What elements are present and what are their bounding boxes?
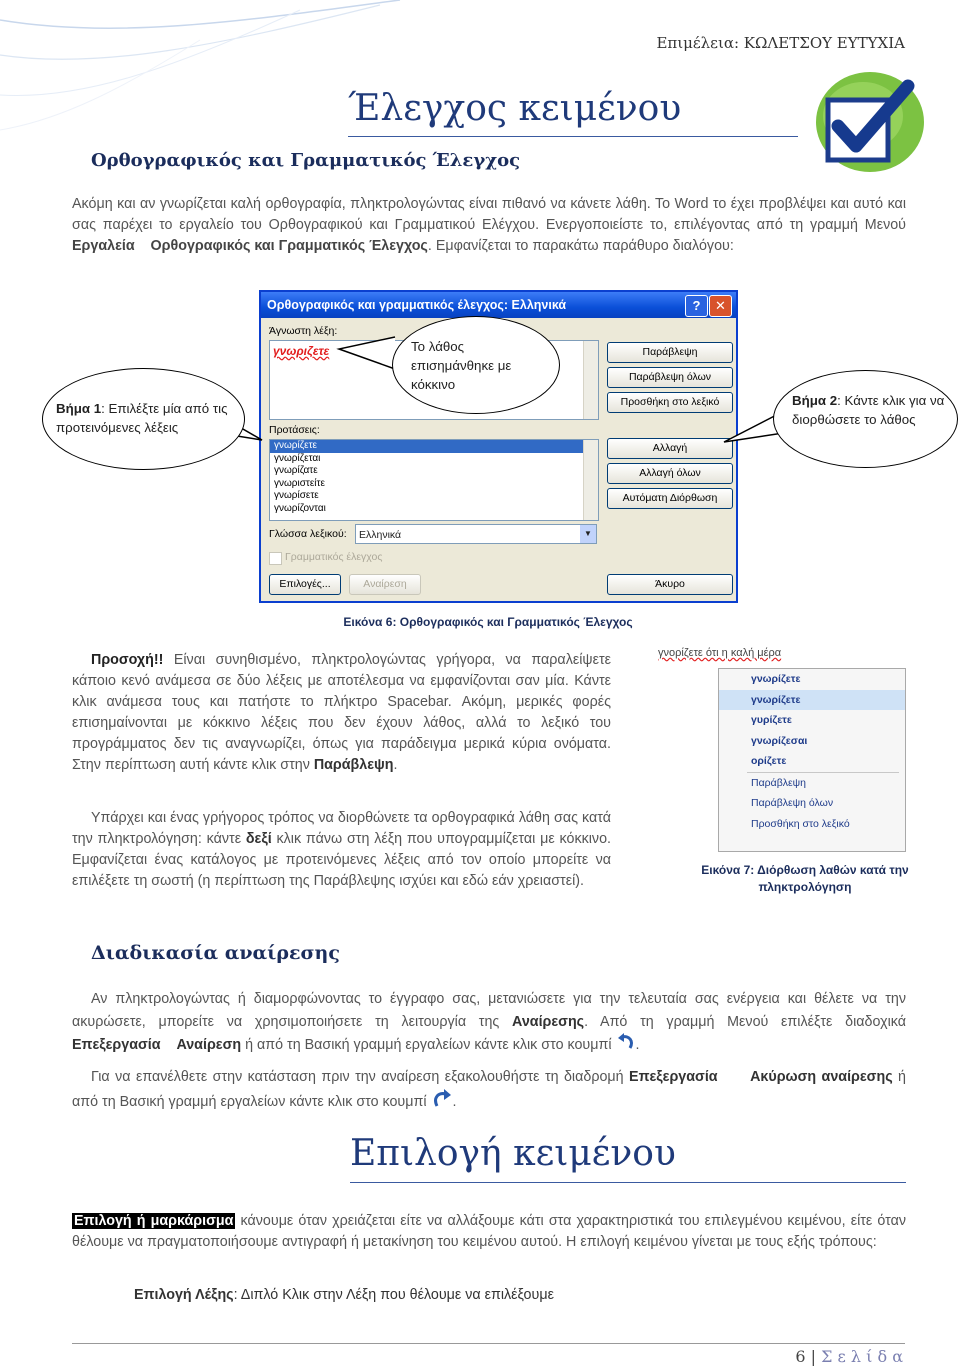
title2-underline — [350, 1182, 906, 1183]
dictionary-select[interactable] — [355, 524, 597, 544]
context-action-item[interactable]: Παράβλεψη όλων — [751, 797, 834, 809]
quick-text-2: κλικ πάνω στη λέξη που υπογραμμίζεται με κόκκινο. Εμφανίζεται ένας κατάλογος με προτεινόμενες λέξεις από τον οποίο μπορείτε να επιλέξετε τη σωστή (η περίπτωση της Παράβλεψης ισχύει και εδώ εάν χρειαστεί). — [72, 831, 612, 889]
undo-p1-a: Αν πληκτρολογώντας ή διαμορφώνοντας το έγγραφο σας, μετανιώσετε για την τελευταία σας ενέργεια και θέλετε να την ακυρώσετε, μπορείτε να χρησιμοποιήσετε τη λειτουργία της — [72, 991, 906, 1030]
selection-highlight: Επιλογή ή μαρκάρισμα — [74, 1213, 234, 1229]
step1-text: : Επιλέξτε μία από τις προτεινόμενες λέξεις — [56, 401, 228, 435]
dialog-title: Ορθογραφικός και γραμματικός έλεγχος: Ελληνικά — [267, 298, 567, 312]
suggestion-item[interactable]: γνωρίζατε — [274, 465, 318, 477]
dialog-action-button[interactable]: Προσθήκη στο λεξικό — [607, 392, 733, 413]
undo-p2-e: . — [452, 1094, 457, 1110]
undo-p1-bold-undo: Αναίρεσης — [512, 1013, 585, 1030]
callout-error — [392, 316, 560, 414]
undo-p2-bold-redo: Ακύρωση αναίρεσης — [750, 1069, 893, 1085]
select-word-bold: Επιλογή Λέξης — [134, 1287, 234, 1303]
undo-paragraph-1 — [72, 988, 906, 1057]
undo-icon — [616, 1033, 636, 1051]
undo-p1-g: . — [635, 1037, 640, 1053]
error-callout-text: Το λάθος επισημάνθηκε με κόκκινο — [411, 339, 512, 392]
selection-paragraph — [72, 1211, 906, 1253]
grammar-checkbox[interactable] — [269, 552, 282, 565]
quick-paragraph — [72, 808, 611, 892]
help-button[interactable]: ? — [685, 295, 708, 317]
undo-p1-bold-undo2: Αναίρεση — [176, 1037, 242, 1053]
dialog-action-button[interactable]: Παράβλεψη όλων — [607, 367, 733, 388]
close-button[interactable]: ✕ — [709, 295, 732, 317]
undo-paragraph-2 — [72, 1066, 906, 1114]
chevron-down-icon[interactable]: ▼ — [580, 525, 596, 543]
undo-p1-bold-edit: Επεξεργασία — [72, 1037, 161, 1053]
context-action-item[interactable]: Προσθήκη στο λεξικό — [751, 817, 850, 830]
title-underline — [348, 136, 798, 137]
context-menu — [718, 668, 906, 852]
cancel-button[interactable]: Άκυρο — [607, 574, 733, 595]
attention-label: Προσοχή!! — [91, 652, 164, 668]
page-number: 6 — [795, 1347, 806, 1366]
section-title-text-check: Έλεγχος κειμένου — [348, 88, 682, 129]
dialog-change-button[interactable]: Αυτόματη Διόρθωση — [607, 488, 733, 509]
dictionary-value: Ελληνικά — [359, 529, 402, 541]
context-sentence — [658, 647, 781, 659]
context-suggestion-item[interactable]: γυρίζετε — [751, 714, 792, 726]
context-suggestion-item[interactable]: ορίζετε — [751, 755, 787, 767]
grammar-check-label: Γραμματικός έλεγχος — [285, 551, 383, 563]
context-sentence-text: γνορίζετε ότι η καλή μέρα — [658, 647, 782, 659]
undo-p1-c: . Από τη γραμμή Μενού επιλέξτε διαδοχικά — [584, 1013, 906, 1030]
dialog-titlebar — [261, 292, 736, 318]
suggestion-item[interactable]: γνωριστείτε — [274, 477, 325, 489]
step1-bold: Βήμα 1 — [56, 401, 102, 416]
attention-paragraph — [72, 650, 611, 776]
dialog-change-button[interactable]: Αλλαγή — [607, 438, 733, 459]
context-suggestion-item[interactable]: γνωρίζετε — [751, 673, 801, 685]
step2-text: : Κάντε κλικ για να διορθώσετε το λάθος — [792, 393, 945, 427]
page-label: Σ ε λ ί δ α — [821, 1347, 903, 1366]
suggestions-list[interactable] — [269, 439, 599, 521]
undo-title: Διαδικασία αναίρεσης — [91, 942, 340, 964]
attention-text: Είναι συνηθισμένο, πληκτρολογώντας γρήγορα, να παραλείψετε κάποιο κενό ανάμεσα σε δύο λέξεις με αποτέλεσμα να εμφανίζονται σαν μία. Κάντε κλικ ανάμεσα τους και πατήστε το πλήκτρο Spacebar. Ακόμη, μερικές φορές επισημαίνονται με κόκκινο λέξεις που δεν έχουν λάθος, αλλά το λεξικό του προγράμματος δεν τις αναγνωρίζει, όπως για παράδειγμα μερικά κύρια ονόματα. Στην περίπτωση αυτή κάντε κλικ στην — [72, 652, 611, 773]
suggestions-scrollbar[interactable] — [583, 440, 598, 520]
quick-bold-right: δεξί — [245, 831, 272, 847]
intro-paragraph — [72, 194, 906, 257]
step2-bold: Βήμα 2 — [792, 393, 838, 408]
suggestions-label: Προτάσεις: — [269, 424, 320, 436]
attention-end: . — [393, 757, 398, 773]
suggestion-item[interactable]: γνωρίσετε — [274, 490, 319, 502]
caption-figure6: Εικόνα 6: Ορθογραφικός και Γραμματικός Έλεγχος — [343, 615, 633, 629]
footer-page — [795, 1347, 903, 1366]
intro-bold-tools: Εργαλεία — [72, 238, 135, 254]
quick-text-1: Υπάρχει και ένας γρήγορος τρόπος να διορθώνετε τα ορθογραφικά λάθη σας κατά την πληκτρολόγηση: κάντε — [72, 810, 611, 847]
select-word-line — [134, 1285, 554, 1306]
context-suggestion-item[interactable]: γνωρίζετε — [719, 690, 905, 711]
page-separator: | — [810, 1347, 817, 1366]
misspelled-scrollbar[interactable] — [583, 341, 598, 419]
redo-icon — [431, 1089, 453, 1109]
suggestion-item[interactable]: γνωρίζετε — [270, 440, 598, 453]
header-editor: Επιμέλεια: ΚΩΛΕΤΣΟΥ ΕΥΤΥΧΙΑ — [656, 34, 905, 52]
intro-bold-spellcheck: Ορθογραφικός και Γραμματικός Έλεγχος — [150, 238, 428, 254]
undo-p2-bold-edit: Επεξεργασία — [629, 1069, 718, 1085]
undo-dialog-button[interactable]: Αναίρεση — [349, 574, 421, 595]
footer-line — [72, 1343, 905, 1344]
caption-figure7: Εικόνα 7: Διόρθωση λαθών κατά την πληκτρολόγηση — [701, 863, 909, 894]
selection-text: κάνουμε όταν χρειάζεται είτε να αλλάξουμε κάτι στα χαρακτηριστικά του επιλεγμένου κειμένου, είτε όταν θέλουμε να πραγματοποιήσουμε αντιγραφή ή μετακίνηση του κειμένου αυτού. Η επιλογή κειμένου γίνεται με τους εξής τρόπους: — [72, 1213, 906, 1250]
dictionary-label: Γλώσσα λεξικού: — [269, 528, 347, 540]
intro-text-2: . Εμφανίζεται το παρακάτω παράθυρο διαλόγου: — [427, 238, 734, 254]
checkmark-icon — [808, 64, 926, 182]
subtitle-spell-grammar: Ορθογραφικός και Γραμματικός Έλεγχος — [91, 150, 521, 171]
section-title-text-selection: Επιλογή κειμένου — [350, 1133, 676, 1174]
intro-text-1: Ακόμη και αν γνωρίζεται καλή ορθογραφία, πληκτρολογώντας είναι πιθανό να κάνετε λάθη. Το Word το έχει προβλέψει και αυτό και σας παρέχει το εργαλείο του Ορθογραφικού και Γραμματικού Ελέγχου. Ενεργοποιείστε το, επιλέγοντας από τη γραμμή Μενού — [72, 196, 906, 233]
undo-p2-a: Για να επανέλθετε στην κατάσταση πριν την αναίρεση εξακολουθήστε τη διαδρομή — [91, 1069, 630, 1085]
callout-step2 — [773, 370, 958, 468]
attention-bold-ignore: Παράβλεψη — [313, 757, 394, 773]
dialog-action-button[interactable]: Παράβλεψη — [607, 342, 733, 363]
misspelled-word: γνωριζετε — [273, 344, 330, 358]
callout-step1 — [42, 368, 245, 470]
suggestion-item[interactable]: γνωρίζονται — [274, 502, 326, 514]
not-in-dict-label: Άγνωστη λέξη: — [269, 325, 338, 337]
select-word-text: : Διπλό Κλικ στην Λέξη που θέλουμε να επιλέξουμε — [233, 1287, 554, 1303]
undo-p2-d: ή από τη Βασική γραμμή εργαλείων κάντε κλικ στο κουμπί — [72, 1069, 907, 1110]
options-button[interactable]: Επιλογές... — [269, 574, 341, 595]
undo-p1-f: ή από τη Βασική γραμμή εργαλείων κάντε κλικ στο κουμπί — [241, 1037, 616, 1053]
context-suggestion-item[interactable]: γνωρίζεσαι — [751, 734, 808, 747]
context-action-item[interactable]: Παράβλεψη — [751, 776, 806, 789]
dialog-change-button[interactable]: Αλλαγή όλων — [607, 463, 733, 484]
suggestion-item[interactable]: γνωρίζεται — [274, 452, 321, 464]
